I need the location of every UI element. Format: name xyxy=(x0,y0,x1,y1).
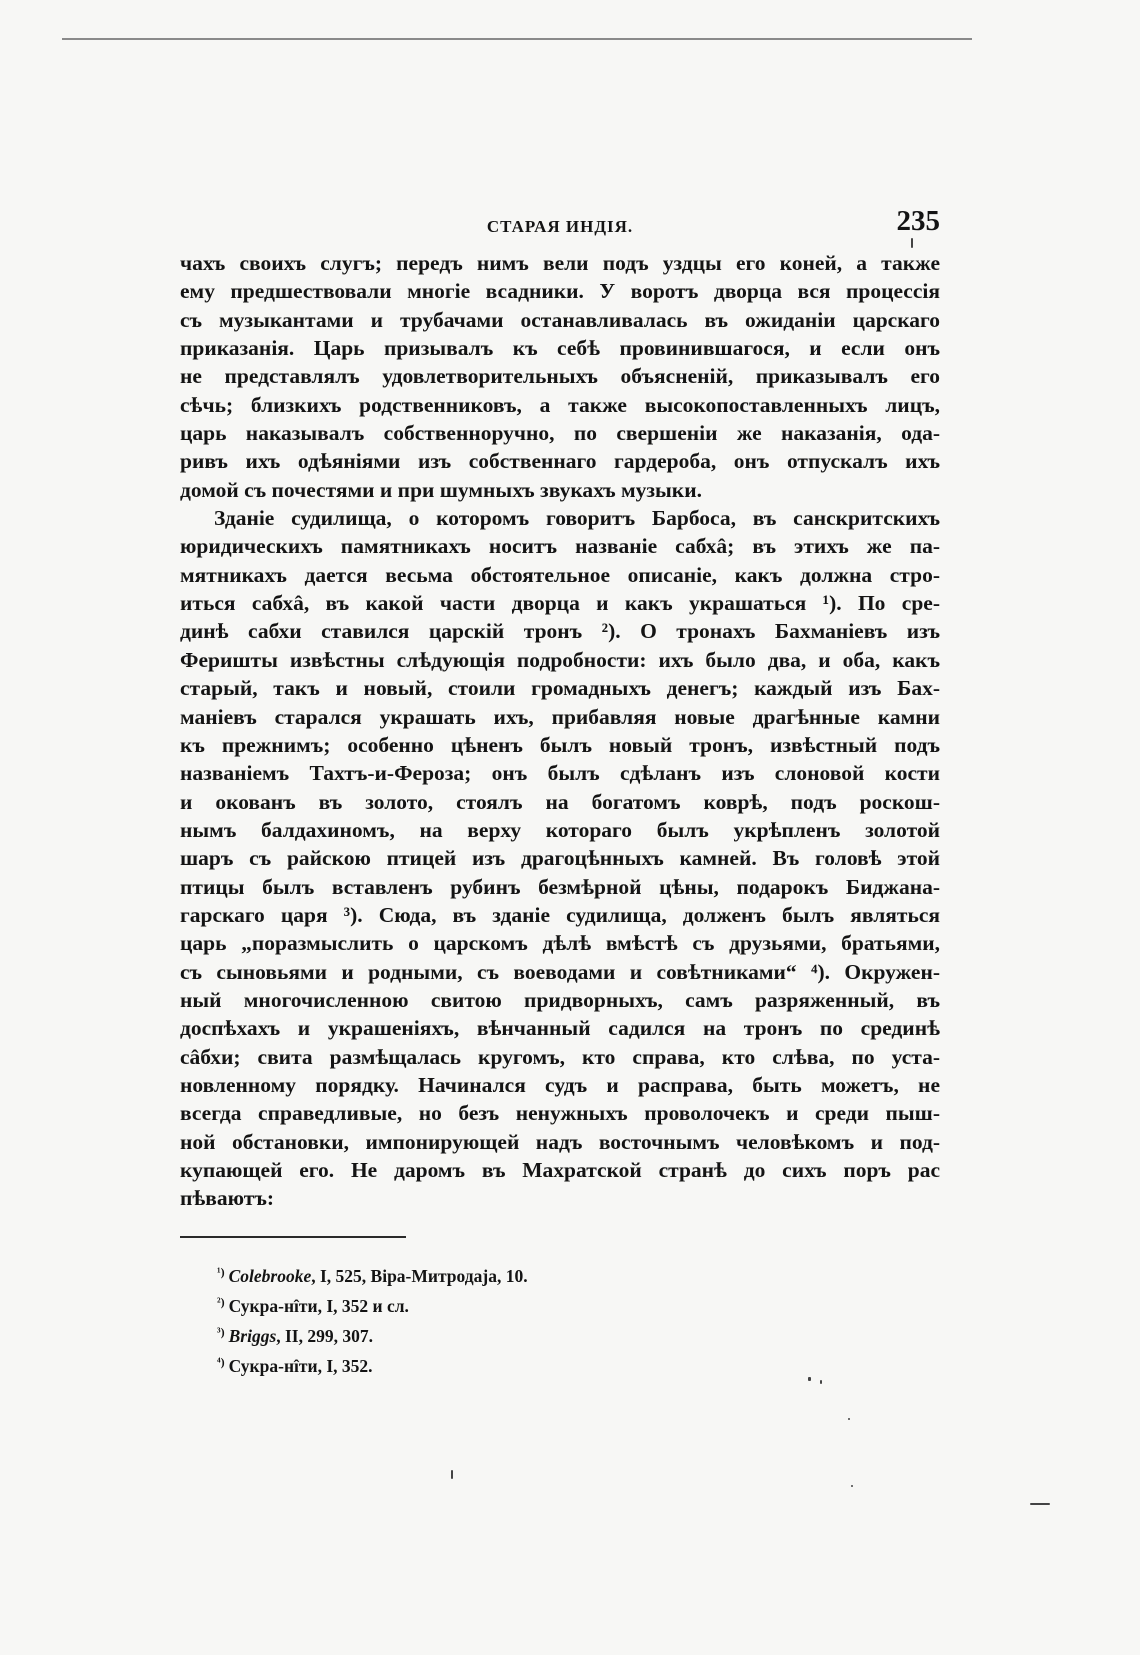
text-line: приказанія. Царь призывалъ къ себѣ провинившагося, и если онъ xyxy=(180,336,940,361)
text-line: всегда справедливые, но безъ ненужныхъ проволочекъ и среди пыш- xyxy=(180,1101,940,1126)
footnotes xyxy=(217,1259,717,1379)
text-line: ный многочисленною свитою придворныхъ, самъ разряженный, въ xyxy=(180,987,940,1012)
body-text xyxy=(180,249,940,1213)
page-header xyxy=(180,203,940,243)
text-line: Феришты извѣстны слѣдующія подробности: ихъ было два, и оба, какъ xyxy=(180,647,940,672)
text-line: сѣчь; близкихъ родственниковъ, а также высокопоставленныхъ лицъ, xyxy=(180,392,940,417)
text-line: къ прежнимъ; особенно цѣненъ былъ новый тронъ, извѣстный подъ xyxy=(180,732,940,757)
text-line: юридическихъ памятникахъ носитъ названіе сабхâ; въ этихъ же па- xyxy=(180,534,940,559)
text-line: названіемъ Тахтъ-и-Ферозa; онъ былъ сдѣланъ изъ слоновой кости xyxy=(180,761,940,786)
footnote-mark: ⁴) xyxy=(217,1355,225,1369)
scan-top-rule xyxy=(62,38,972,40)
text-line: шаръ съ райскою птицей изъ драгоцѣнныхъ камней. Въ головѣ этой xyxy=(180,846,940,871)
scan-speck xyxy=(1030,1503,1050,1505)
text-line: пѣваютъ: xyxy=(180,1186,275,1211)
footnote-text: Сукра-нîти, I, 352 и сл. xyxy=(228,1296,409,1316)
text-line: чахъ своихъ слугъ; передъ нимъ вели подъ уздцы его коней, а также xyxy=(180,251,940,275)
scan-speck xyxy=(851,1485,853,1487)
footnote-text: , II, 299, 307. xyxy=(276,1326,373,1346)
text-line: старый, такъ и новый, стоили громадныхъ денегъ; каждый изъ Бах- xyxy=(180,676,940,701)
text-line: динѣ сабхи ставился царскій тронъ ²). О тронахъ Бахманіевъ изъ xyxy=(180,619,940,644)
text-line: сâбхи; свита размѣщалась кругомъ, кто справа, кто слѣва, по уста- xyxy=(180,1044,940,1069)
text-line: доспѣхахъ и украшеніяхъ, вѣнчанный садился на тронъ по срединѣ xyxy=(180,1016,940,1041)
text-line: Зданіе судилища, о которомъ говоритъ Барбоса, въ санскритскихъ xyxy=(214,506,940,531)
text-line: маніевъ старался украшать ихъ, прибавляя новые драгѣнные камни xyxy=(180,704,940,729)
footnote-mark: ¹) xyxy=(217,1265,225,1279)
text-line: гарскаго царя ³). Сюда, въ зданіе судилища, долженъ былъ являться xyxy=(180,902,940,927)
text-line: и окованъ въ золото, стоялъ на богатомъ коврѣ, подъ роскош- xyxy=(180,789,940,814)
footnote-text: Сукра-нîти, I, 352. xyxy=(228,1356,373,1376)
scan-speck xyxy=(820,1380,822,1384)
text-line: новленному порядку. Начинался судъ и расправа, быть можетъ, не xyxy=(180,1072,940,1097)
paragraph-2 xyxy=(180,504,940,1213)
scan-speck xyxy=(848,1418,850,1420)
text-line: ему предшествовали многіе всадники. У воротъ дворца вся процессія xyxy=(180,279,940,304)
text-line: ной обстановки, импонирующей надъ восточнымъ человѣкомъ и под- xyxy=(180,1129,940,1154)
text-line: не представлялъ удовлетворительныхъ объясненій, приказывалъ его xyxy=(180,364,940,389)
footnote-2 xyxy=(217,1289,717,1319)
scan-speck xyxy=(451,1470,453,1479)
footnote-mark: ³) xyxy=(217,1325,225,1339)
paragraph-1 xyxy=(180,249,940,504)
text-line: мятникахъ дается весьма обстоятельное описаніе, какъ должна стро- xyxy=(180,562,940,587)
text-line: царь „поразмыслить о царскомъ дѣлѣ вмѣстѣ съ друзьями, братьями, xyxy=(180,931,940,956)
text-line: царь наказывалъ собственноручно, по свершеніи же наказанія, ода- xyxy=(180,421,940,446)
page-number: 235 xyxy=(896,205,940,237)
footnote-source: Briggs xyxy=(228,1326,277,1346)
text-line: птицы былъ вставленъ рубинъ безмѣрной цѣны, подарокъ Биджана- xyxy=(180,874,940,899)
text-line: домой съ почестями и при шумныхъ звукахъ музыки. xyxy=(180,477,702,502)
scan-speck xyxy=(911,238,913,248)
running-title: СТАРАЯ ИНДІЯ. xyxy=(486,217,634,236)
footnote-separator xyxy=(180,1236,406,1238)
footnote-text: , I, 525, Віра-Митродаја, 10. xyxy=(311,1266,528,1286)
footnote-3 xyxy=(217,1319,717,1349)
scan-speck xyxy=(808,1377,811,1381)
text-line: нымъ балдахиномъ, на верху котораго былъ укрѣпленъ золотой xyxy=(180,817,940,842)
footnote-source: Colebrooke xyxy=(228,1266,312,1286)
footnote-mark: ²) xyxy=(217,1295,225,1309)
text-line: купающей его. Не даромъ въ Махратской странѣ до сихъ поръ рас xyxy=(180,1158,940,1182)
text-line: иться сабхâ, въ какой части дворца и какъ украшаться ¹). По сре- xyxy=(180,591,940,616)
footnote-1 xyxy=(217,1259,717,1289)
text-line: съ музыкантами и трубачами останавливалась въ ожиданіи царскаго xyxy=(180,307,940,332)
footnote-4 xyxy=(217,1349,717,1379)
text-line: съ сыновьями и родными, съ воеводами и совѣтниками“ ⁴). Окружен- xyxy=(180,959,940,984)
text-line: ривъ ихъ одѣяніями изъ собственнаго гардероба, онъ отпускалъ ихъ xyxy=(180,449,940,474)
